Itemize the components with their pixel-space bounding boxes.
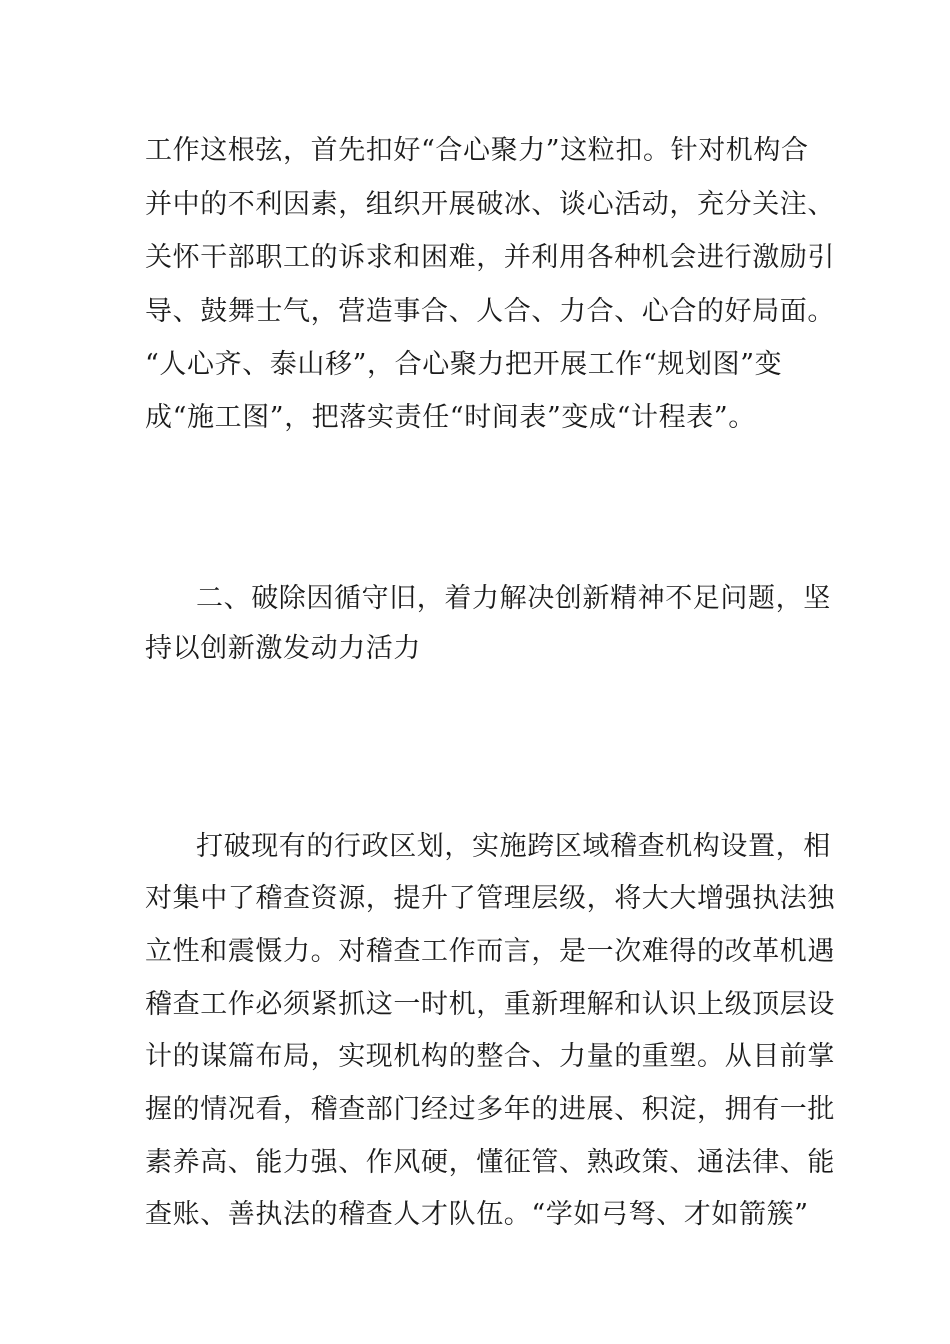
paragraph-line: 对集中了稽查资源，提升了管理层级，将大大增强执法独 <box>145 883 835 914</box>
heading-line: 持以创新激发动力活力 <box>145 633 421 664</box>
paragraph-line: 并中的不利因素，组织开展破冰、谈心活动，充分关注、 <box>145 189 835 220</box>
paragraph-line: 导、鼓舞士气，营造事合、人合、力合、心合的好局面。 <box>145 296 835 327</box>
paragraph-line: 查账、善执法的稽查人才队伍。“学如弓弩、才如箭簇” <box>145 1199 809 1230</box>
paragraph-line: 稽查工作必须紧抓这一时机，重新理解和认识上级顶层设 <box>145 989 835 1020</box>
paragraph-line: 工作这根弦，首先扣好“合心聚力”这粒扣。针对机构合 <box>145 135 809 166</box>
paragraph-line: 关怀干部职工的诉求和困难，并利用各种机会进行激励引 <box>145 242 835 273</box>
paragraph-line: 成“施工图”，把落实责任“时间表”变成“计程表”。 <box>145 402 756 433</box>
heading-line: 二、破除因循守旧，着力解决创新精神不足问题，坚 <box>196 583 831 614</box>
paragraph-line: “人心齐、泰山移”，合心聚力把开展工作“规划图”变 <box>145 349 783 380</box>
paragraph-line: 打破现有的行政区划，实施跨区域稽查机构设置，相 <box>196 831 831 862</box>
paragraph-line: 握的情况看，稽查部门经过多年的进展、积淀，拥有一批 <box>145 1094 835 1125</box>
paragraph-line: 计的谋篇布局，实现机构的整合、力量的重塑。从目前掌 <box>145 1041 835 1072</box>
paragraph-line: 立性和震慑力。对稽查工作而言，是一次难得的改革机遇 <box>145 936 835 967</box>
paragraph-line: 素养高、能力强、作风硬，懂征管、熟政策、通法律、能 <box>145 1147 835 1178</box>
